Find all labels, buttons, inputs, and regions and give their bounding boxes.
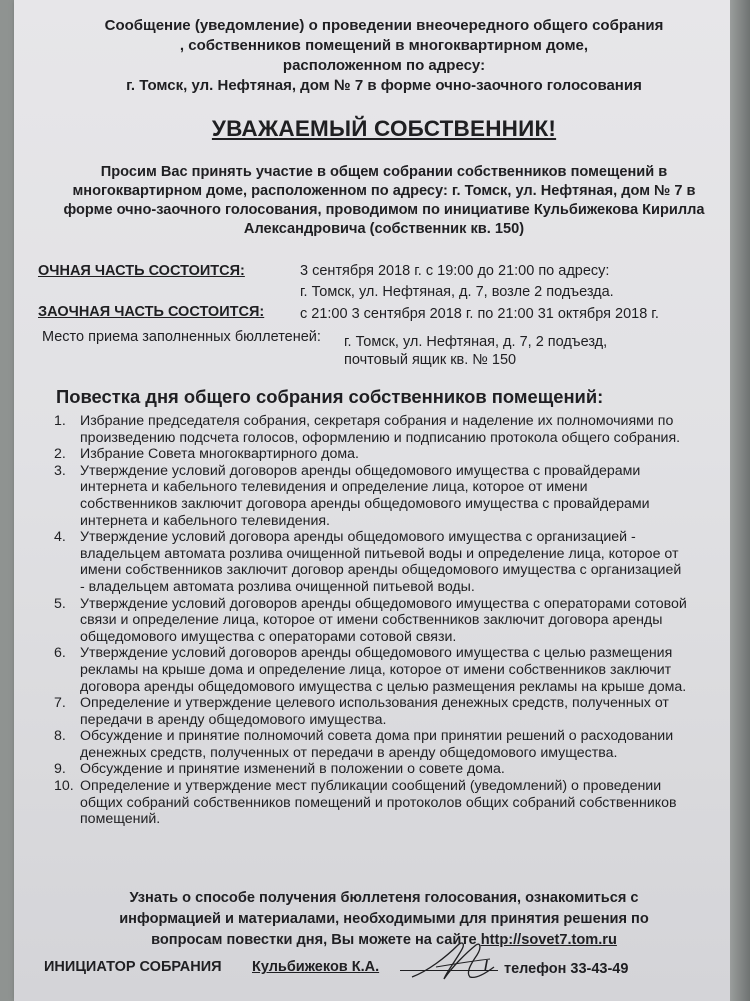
agenda-item-line: владельцем автомата розлива очищенной питьевой воды и определение лица, которое от: [80, 545, 679, 562]
agenda-title: Повестка дня общего собрания собственников помещений:: [56, 386, 604, 407]
header-line-2: , собственников помещений в многоквартирном доме,: [179, 37, 589, 54]
agenda-item-number: 9.: [54, 761, 66, 778]
agenda-item-number: 2.: [54, 446, 66, 463]
agenda-item-text: [80, 728, 726, 761]
agenda-item-line: Утверждение условий договора аренды общедомового имущества с организацией -: [80, 529, 636, 546]
intro-line-1: Просим Вас принять участие в общем собрании собственников помещений в: [100, 164, 668, 180]
agenda-item-text: [80, 413, 726, 446]
in-person-label: ОЧНАЯ ЧАСТЬ СОСТОИТСЯ:: [38, 263, 245, 279]
initiator-label: ИНИЦИАТОР СОБРАНИЯ: [44, 959, 222, 975]
agenda-item-number: 10.: [54, 778, 74, 795]
agenda-item-line: помещений.: [80, 811, 161, 828]
header-line-3: расположенном по адресу:: [282, 57, 486, 74]
agenda-item-number: 7.: [54, 695, 66, 712]
ballot-place-line-2: почтовый ящик кв. № 150: [344, 352, 517, 368]
agenda-item-number: 5.: [54, 595, 66, 612]
intro-line-3: форме очно-заочного голосования, проводимом по инициативе Кульбижекова Кирилла: [63, 202, 705, 218]
agenda-item-line: общих собраний собственников помещений и протоколов общих собраний собственников: [80, 794, 677, 811]
agenda-item: [54, 695, 726, 728]
header-line-1: Сообщение (уведомление) о проведении внеочередного общего собрания: [104, 17, 664, 34]
footer-line-3-text: вопросам повестки дня, Вы можете на сайте: [151, 932, 481, 948]
agenda-item-line: Определение и утверждение целевого использования денежных средств, полученных от: [80, 695, 669, 712]
agenda-item-line: Утверждение условий договоров аренды общедомового имущества с целью размещения: [80, 645, 673, 662]
agenda-item-number: 6.: [54, 645, 66, 662]
notice-paper: [14, 0, 730, 1001]
header-line-4: г. Томск, ул. Нефтяная, дом № 7 в форме очно-заочного голосования: [126, 77, 642, 94]
agenda-item-text: [80, 761, 726, 778]
agenda-item-line: связи и определение лица, которое от имени собственников заключит договора аренды: [80, 612, 663, 629]
agenda-item-text: [80, 446, 726, 463]
agenda-item-line: интернета и кабельного телевидения и определение лица, которое от имени: [80, 479, 588, 496]
agenda-item-text: [80, 645, 726, 695]
footer-line-3: [74, 930, 694, 951]
intro-line-2: многоквартирном доме, расположенном по адресу: г. Томск, ул. Нефтяная, дом № 7 в: [72, 183, 696, 199]
right-edge-shadow: [730, 0, 750, 1001]
agenda-item-line: договора аренды общедомового имущества с целью размещения рекламы на крыше дома.: [80, 678, 687, 695]
intro-line-4: Александровича (собственник кв. 150): [243, 221, 525, 237]
agenda-item-line: Утверждение условий договоров аренды общедомового имущества с провайдерами: [80, 462, 641, 479]
ballot-place-line-1: г. Томск, ул. Нефтяная, д. 7, 2 подъезд,: [344, 334, 608, 350]
agenda-item-line: произведению подсчета голосов, оформлению и подписанию протокола общего собрания.: [80, 429, 681, 446]
agenda-item-line: Избрание Совета многоквартирного дома.: [80, 446, 359, 463]
agenda-item-line: Избрание председателя собрания, секретаря собрания и наделение их полномочиями по: [80, 413, 674, 429]
agenda-item-line: собственников заключит договора аренды общедомового имущества с провайдерами: [80, 495, 650, 512]
remote-line-1: с 21:00 3 сентября 2018 г. по 21:00 31 октября 2018 г.: [300, 306, 659, 322]
agenda-item-line: - владельцем автомата розлива очищенной питьевой воды.: [80, 578, 475, 595]
agenda-item-text: [80, 529, 726, 595]
agenda-item: [54, 463, 726, 529]
footer-line-1: Узнать о способе получения бюллетеня голосования, ознакомиться с: [129, 890, 639, 906]
agenda-item-text: [80, 596, 726, 646]
agenda-item-text: [80, 463, 726, 529]
remote-label: ЗАОЧНАЯ ЧАСТЬ СОСТОИТСЯ:: [38, 304, 265, 320]
agenda-item-line: имени собственников заключит договор аренды общедомового имущества с организацией: [80, 562, 682, 579]
in-person-line-2: г. Томск, ул. Нефтяная, д. 7, возле 2 подъезда.: [300, 284, 614, 300]
agenda-item-line: рекламы на крыше дома и определение лица, которое от имени собственников заключит: [80, 661, 672, 678]
agenda-item-line: передачи в аренду общедомового имущества.: [80, 711, 387, 728]
agenda-item: [54, 728, 726, 761]
signature-slash: /: [484, 959, 489, 975]
agenda-item-number: 1.: [54, 413, 66, 429]
agenda-item-line: Определение и утверждение мест публикации сообщений (уведомлений) о проведении: [80, 778, 662, 795]
agenda-item-number: 3.: [54, 462, 66, 479]
agenda-item: [54, 645, 726, 695]
initiator-name: Кульбижеков К.А.: [252, 959, 380, 975]
agenda-item-number: 8.: [54, 728, 66, 745]
agenda-item: [54, 596, 726, 646]
agenda-item-number: 4.: [54, 529, 66, 546]
agenda-item: [54, 413, 726, 446]
phone-label: телефон 33-43-49: [504, 961, 629, 977]
agenda-item-line: интернета и кабельного телевидения.: [80, 512, 330, 529]
agenda-item: [54, 446, 726, 463]
agenda-item-line: Обсуждение и принятие полномочий совета дома при принятии решений о расходовании: [80, 728, 674, 745]
agenda-item-text: [80, 695, 726, 728]
agenda-item: [54, 761, 726, 778]
ballot-place-label: Место приема заполненных бюллетеней:: [42, 329, 321, 345]
agenda-list: [54, 413, 726, 828]
footer-line-2: информацией и материалами, необходимыми для принятия решения по: [119, 911, 649, 927]
agenda-item-line: общедомового имущества с операторами сотовой связи.: [80, 628, 457, 645]
agenda-item-text: [80, 778, 726, 828]
agenda-item: [54, 529, 726, 595]
agenda-item-line: Обсуждение и принятие изменений в положении о совете дома.: [80, 761, 505, 778]
agenda-item: [54, 778, 726, 828]
agenda-item-line: Утверждение условий договоров аренды общедомового имущества с операторами сотовой: [80, 595, 687, 612]
website-link[interactable]: http://sovet7.tom.ru: [480, 932, 617, 948]
in-person-line-1: 3 сентября 2018 г. с 19:00 до 21:00 по адресу:: [300, 263, 610, 279]
main-title: УВАЖАЕМЫЙ СОБСТВЕННИК!: [211, 116, 557, 141]
agenda-item-line: денежных средств, полученных от передачи в аренду общедомового имущества.: [80, 744, 618, 761]
